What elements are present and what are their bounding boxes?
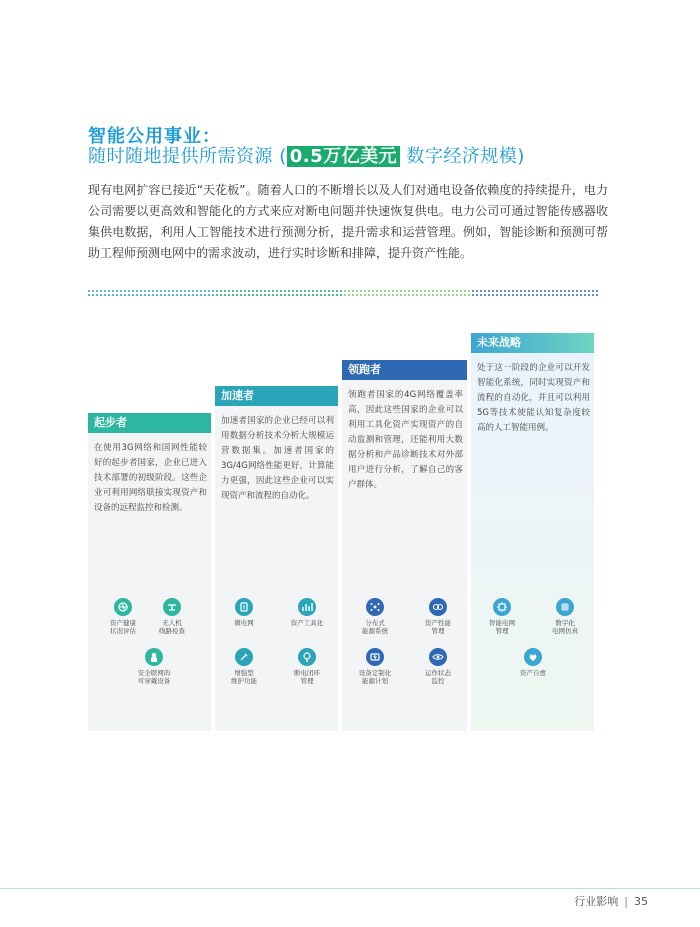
use-case-label: 断电闭环 管理	[294, 669, 320, 685]
use-case-item	[134, 648, 174, 685]
outage-icon	[298, 648, 316, 666]
section-subtitle	[88, 142, 525, 168]
use-case-item	[418, 648, 458, 685]
stage-description: 加速者国家的企业已经可以利用数据分析技术分析大规模运营数据集。加速者国家的3G/4G网络性能更好，计算能力更强，因此这些企业可以实现资产和流程的自动化。	[221, 416, 334, 501]
subtitle-suffix: 数字经济规模)	[400, 146, 525, 167]
stage-header: 起步者	[88, 413, 211, 433]
use-case-item	[152, 598, 192, 635]
asset-tool-icon	[298, 598, 316, 616]
microgrid-icon	[235, 598, 253, 616]
use-case-label: 安全联网的 可穿戴设备	[137, 669, 171, 685]
use-case-label: 智能电网 管理	[489, 619, 515, 635]
stage-header: 加速者	[215, 386, 338, 406]
use-case-item	[287, 648, 327, 685]
self-heal-icon	[524, 648, 542, 666]
use-case-item	[355, 598, 395, 635]
footer-section: 行业影响	[574, 895, 619, 908]
use-case-label: 分布式 能源系统	[362, 619, 388, 635]
dotted-divider	[88, 290, 598, 300]
use-case-label: 资产性能 管理	[425, 619, 451, 635]
use-case-item	[224, 648, 264, 685]
use-case-label: 资产工具化	[290, 619, 324, 627]
stage-description: 处于这一阶段的企业可以开发智能化系统，同时实现资产和流程的自动化，并且可以利用5G等技术使能认知复杂度较高的人工智能用例。	[477, 363, 590, 433]
performance-icon	[429, 598, 447, 616]
page-number: 35	[634, 895, 648, 908]
footer-divider	[0, 888, 700, 889]
drone-icon	[163, 598, 181, 616]
use-case-item	[287, 598, 327, 627]
asset-health-icon	[114, 598, 132, 616]
use-case-item	[355, 648, 395, 685]
use-case-label: 无人机 线路检查	[159, 619, 185, 635]
subtitle-prefix: 随时随地提供所需资源 (	[88, 146, 287, 167]
distributed-energy-icon	[366, 598, 384, 616]
smart-grid-icon	[493, 598, 511, 616]
use-case-label: 运作状态 监控	[425, 669, 451, 685]
wearable-icon	[145, 648, 163, 666]
use-case-label: 资产健康 状况评估	[110, 619, 136, 635]
use-case-label: 增强型 维护功能	[231, 669, 257, 685]
use-case-item	[545, 598, 585, 635]
use-case-label: 微电网	[234, 619, 254, 627]
use-case-label: 设备定制化 能源计划	[358, 669, 392, 685]
monitor-icon	[429, 648, 447, 666]
use-case-item	[418, 598, 458, 635]
energy-plan-icon	[366, 648, 384, 666]
section-title: 智能公用事业：	[88, 126, 221, 147]
footer-separator: |	[624, 895, 628, 908]
digital-grid-icon	[556, 598, 574, 616]
subtitle-highlight: 0.5万亿美元	[287, 146, 400, 167]
use-case-item	[224, 598, 264, 627]
stage-header: 未来战略	[471, 333, 594, 353]
stage-header: 领跑者	[342, 360, 467, 380]
use-case-label: 数字化 电网仿真	[552, 619, 578, 635]
stage-description: 在使用3G网络和国网性能较好的起步者国家，企业已进入技术部署的初级阶段。这些企业可利用网络联接实现资产和设备的远程监控和检测。	[94, 443, 207, 513]
use-case-item	[103, 598, 143, 635]
use-case-item	[482, 598, 522, 635]
use-case-label: 资产自愈	[520, 669, 546, 677]
stage-description: 领跑者国家的4G网络覆盖率高，因此这些国家的企业可以利用工具化资产实现资产的自动监测和管理，还能利用大数据分析和产品诊断技术对外部用户进行分析，了解自己的客户群体。	[348, 390, 463, 490]
use-case-item	[513, 648, 553, 677]
maintenance-icon	[235, 648, 253, 666]
intro-paragraph: 现有电网扩容已接近“天花板”。随着人口的不断增长以及人们对通电设备依赖度的持续提升，电力公司需要以更高效和智能化的方式来应对断电问题并快速恢复供电。电力公司可通过智能传感器收集供电数据，利用人工智能技术进行预测分析，提升需求和运营管理。例如，智能诊断和预测可帮助工程师预测电网中的需求波动，进行实时诊断和排障，提升资产性能。	[88, 183, 608, 260]
page-footer	[574, 893, 648, 909]
